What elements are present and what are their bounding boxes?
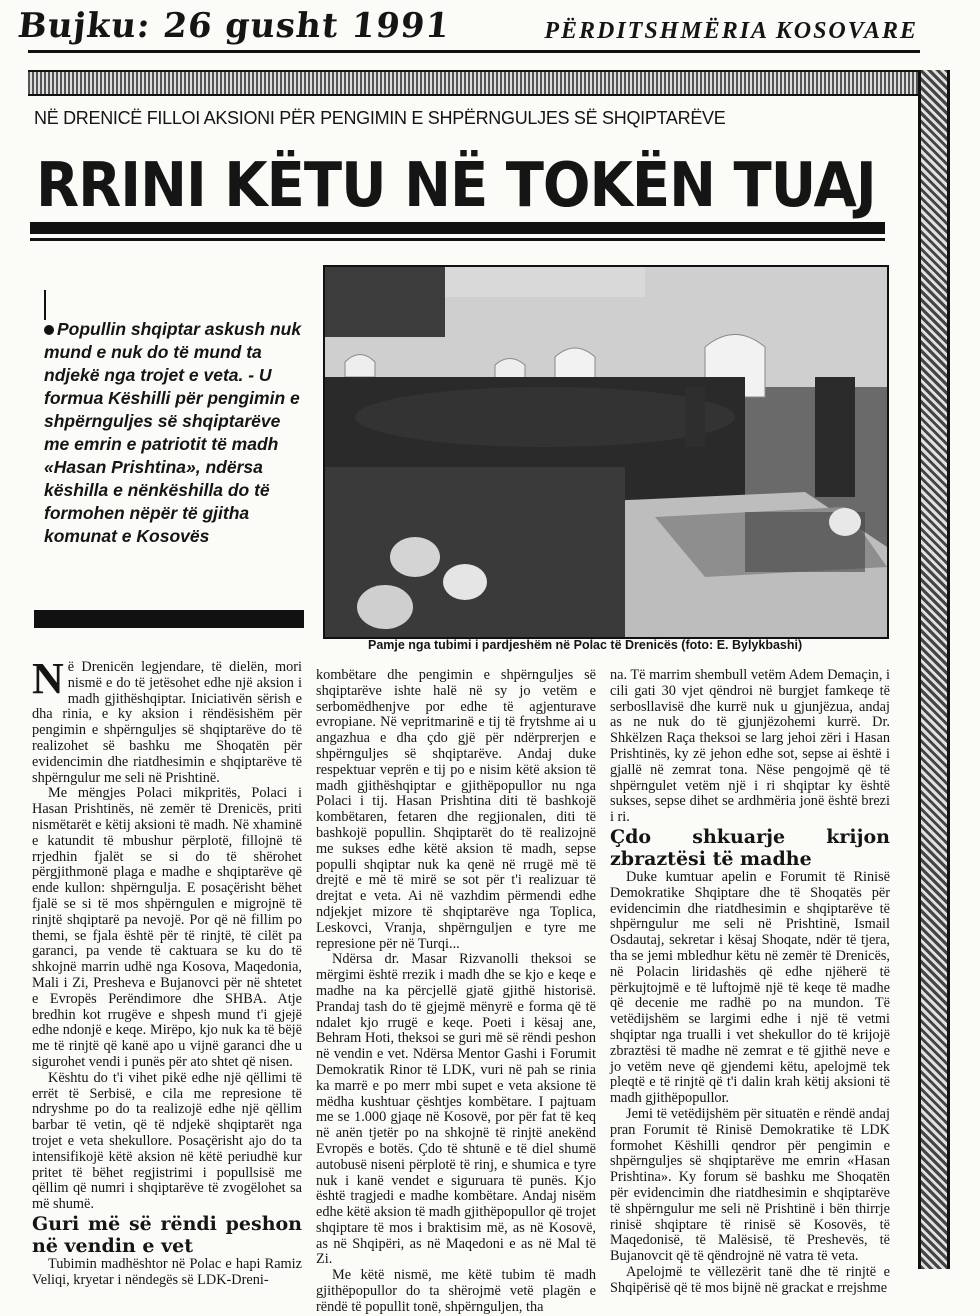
article-column-1 (32, 654, 302, 1288)
lead-rule (44, 290, 46, 320)
lead-black-bar (34, 610, 304, 628)
article-column-3 (610, 668, 890, 1296)
decorative-side-border (918, 70, 950, 1269)
paragraph: Kështu do t'i vihet pikë edhe një qëllimi të errët të Serbisë, e cila me represione të ndryshme po do ta realizojë edhe një qëllim barbar të vetin, që të ndjekë shqiptarët nga trojet e veta shekullore. Posaçërisht ajo do ta intensifikojë këtë aksion në këtë periudhë kur pritet të bëhet regjistrimi i popullsisë me qëllim që numri i shqiptarëve të zvogëlohet sa më shumë. (32, 1069, 302, 1213)
photo-illustration (325, 267, 887, 637)
subheading: Çdo shkuarje krijon zbraztësi të madhe (610, 825, 890, 870)
paragraph: Duke kumtuar apelin e Forumit të Rinisë Demokratike Shqiptare dhe të Shoqatës për evidencimin dhe riatdhesimin e shqiptarëve të shpërngulur me seli në Prishtinë, Ismail Osdautaj, sekretar i kësaj Shoqate, ndër të tjera, tha se jemi mbledhur këtu në zemër të Drenicës, në Polacin liridashës që edhe njëherë të përkujtojmë e të luftojmë një të keqe të madhe që decenie me radhë po na mundon. Të vetëdijshëm se largimi edhe i një të vetmi shqiptar nga trualli i vet shekullor do të krijojë zbraztësi të madhe në zemrat e të gjithë neve e jo vetëm neve që gjendemi këtu, apelojmë tek pleqtë e të rinjtë që t'i dalin krah këtij aksioni të madh gjithëpopullor. (610, 868, 890, 1107)
lead-summary (44, 318, 306, 548)
article-column-2 (316, 668, 596, 1316)
paragraph: Apelojmë te vëllezërit tanë dhe të rinjtë e Shqipërisë që të mos bijnë në grackat e rrejshme (610, 1263, 890, 1296)
headline-rule-thin (30, 238, 885, 241)
photo-assembly-in-mosque (323, 265, 889, 639)
decorative-dot-bar (28, 70, 920, 96)
paragraph: Ndërsa dr. Masar Rizvanolli theksoi se mërgimi është rrezik i madh dhe se kjo e keqe e madhe na ka përcjellë gjatë gjithë historisë. Prandaj tash do të gjejmë mënyrë e forma që të ndalet kjo rrugë e keqe. Poeti i kësaj ane, Behram Hoti, theksoi se guri më së rëndi peshon në vendin e vet. Ndërsa Mentor Gashi i Forumit Demokratik Rinor të LDK, vuri në pah se rinia ka marrë e po merr mbi supet e veta aksione të mëdha kushtuar çështjes kombëtare. I pajtuam me se 1.000 gjaqe në Kosovë, por për fat të keq në anën tjetër po na shkojnë të rinjtë anekënd Evropës e botës. Çdo të shtunë e të diel shumë autobusë niseni përplotë të rinj, e shumica e tyre nuk i kanë vendet e siguruara të punës. Kjo është tragjedi e madhe kombëtare. Andaj nisëm edhe këtë aksion të madh gjithëpopullor që trojet shqiptare të mos i braktisim më, as në Kosovë, as në Shqipëri, as në Maqedoni e as në Mal të Zi. (316, 951, 596, 1268)
kicker-headline: NË DRENICË FILLOI AKSIONI PËR PENGIMIN E SHPËRNGULJES SË SHQIPTARËVE (34, 108, 726, 128)
drop-cap: N (32, 654, 64, 703)
paragraph: Me mëngjes Polaci mikpritës, Polaci i Hasan Prishtinës, në zemër të Drenicës, priti nismëtarët e këtij aksioni të madh. Në xhaminë e katundit të mbushur përplotë, fillojnë të rrjedhin fjalët se si do të shërohet përgjithmonë plaga e madhe e shqiptarëve që ende kullon: shpërngulja. E posaçërisht bëhet fjalë se si të mos shpërngulen e migrojnë të rinjtë shqiptarë pa nevojë. Por që në fillim po themi, se fjala është për të rinjtë, të cilët pa garanci, pa vende të caktuara se ku do të shkojnë marrin udhë nga Kosova, Maqedonia, Mali i Zi, Presheva e Bujanovci për në shtetet e Evropës Perëndimore dhe SHBA. Atje bredhin kot rrugëve e shpesh mund t'i gjejë edhe ndonjë e keqe. Mirëpo, kjo nuk ka të bëjë me të rinjtë që kanë apo u vijnë garanci dhe u sigurohet vendi i punës për ato shtet që nisen. (32, 785, 302, 1070)
lead-text: Popullin shqiptar askush nuk mund e nuk do të mund ta ndjekë nga trojet e veta. - U formua Këshilli për pengimin e shpërnguljes së shqiptarëve me emrin e patriotit të madh «Hasan Prishtina», ndërsa këshilla e nënkëshilla do të formohen nëpër të gjitha komunat e Kosovës (44, 319, 302, 546)
paragraph: Tubimin madhështor në Polac e hapi Ramiz Veliqi, kryetar i nëndegës së LDK-Dreni- (32, 1255, 302, 1288)
masthead-rule (28, 50, 920, 53)
headline-rule-thick (30, 222, 885, 234)
paragraph: Jemi të vetëdijshëm për situatën e rëndë andaj pran Forumit të Rinisë Demokratike të LDK formohet Këshilli qendror për pengimin e shpërnguljes së shqiptarëve me emrin «Hasan Prishtina». Ky forum së bashku me Shoqatën për evidencimin dhe riatdhesimin e shqiptarëve të shpërngulur me seli në Prishtinë i bën thirrje rinisë shqiptare të rinisë së Kosovës, të Maqedonisë, të Malësisë, të Preshevës, të Bujanovcit që të qëndrojnë në vatra të veta. (610, 1105, 890, 1265)
handwritten-date-note: Bujku: 26 gusht 1991 (15, 6, 453, 46)
main-headline: RRINI KËTU NË TOKËN TUAJ (36, 150, 876, 222)
paragraph: kombëtare dhe pengimin e shpërnguljes së shqiptarëve ishte halë në sy jo vetëm e serbomëdhenjve por edhe të agjenturave evropiane. Në vepritmarinë e tij të frytshme ai u angazhua e dha çdo gjë për ndërprerjen e shpërnguljes së shqiptarëve. Andaj duke respektuar veprën e tij po e nisim këtë aksion të madh gjithëshqiptar e gjithëpopullor nu nga Polaci i tij. Hasan Prishtina diti të bashkojë kombëtaren, fetaren dhe regjionalen, diti të bashkojë popullin. Shqiptarët do të realizojnë me sukses edhe këtë aksion të madh, sepse populli shqiptar nuk ka qenë në rrugë më të drejtë e më të mirë se sot për t'i realizuar të drejtat e veta. Ai në vazhdim përmendi edhe ndjekjet mizore të shqiptarëve nga Toplica, Leskovci, Vranja, shpërnguljen e tyre me represione për në Turqi... (316, 667, 596, 952)
masthead: PËRDITSHMËRIA KOSOVARE (544, 18, 918, 44)
paragraph: Me këtë nismë, me këtë tubim të madh gjithëpopullor do ta shërojmë vetë plagën e rëndë të popullit tonë, shpërnguljen, tha (316, 1267, 596, 1315)
photo-caption: Pamje nga tubimi i pardjeshëm në Polac të Drenicës (foto: E. Bylykbashi) (368, 638, 803, 652)
bullet-icon (44, 325, 54, 335)
subheading: Guri më së rëndi peshon në vendin e vet (32, 1212, 302, 1257)
paragraph: ë Drenicën legjendare, të dielën, mori nismë e do të jetësohet edhe një aksion i madh gjithëshqiptar. Iniciativën sërish e dha rinia, e ky aksion i rëndësishëm për pengimin e shpërnguljes së shqiptarëve do të realizohet së bashku me Shoqatën për evidencimin dhe riatdhesimin e shqiptarëve të shpërngulur me seli në Prishtinë. (32, 659, 302, 786)
paragraph: na. Të marrim shembull vetëm Adem Demaçin, i cili gati 30 vjet qëndroi në burgjet famkeqe të serbosllavisë dhe kurrë nuk u gjunjëzua, andaj as ne nuk do të gjunjëzohemi kurrë. Dr. Shkëlzen Raça theksoi se larg jehoi zëri i Hasan Prishtinës, ky zë jehon edhe sot, sepse ai është i gjallë në zemrat tona. Nëse pengojmë që të shpërngulet vetëm një i ri shqiptar ky është sukses, sepse dihet se ardhmëria jonë është brezi i ri. (610, 667, 890, 826)
